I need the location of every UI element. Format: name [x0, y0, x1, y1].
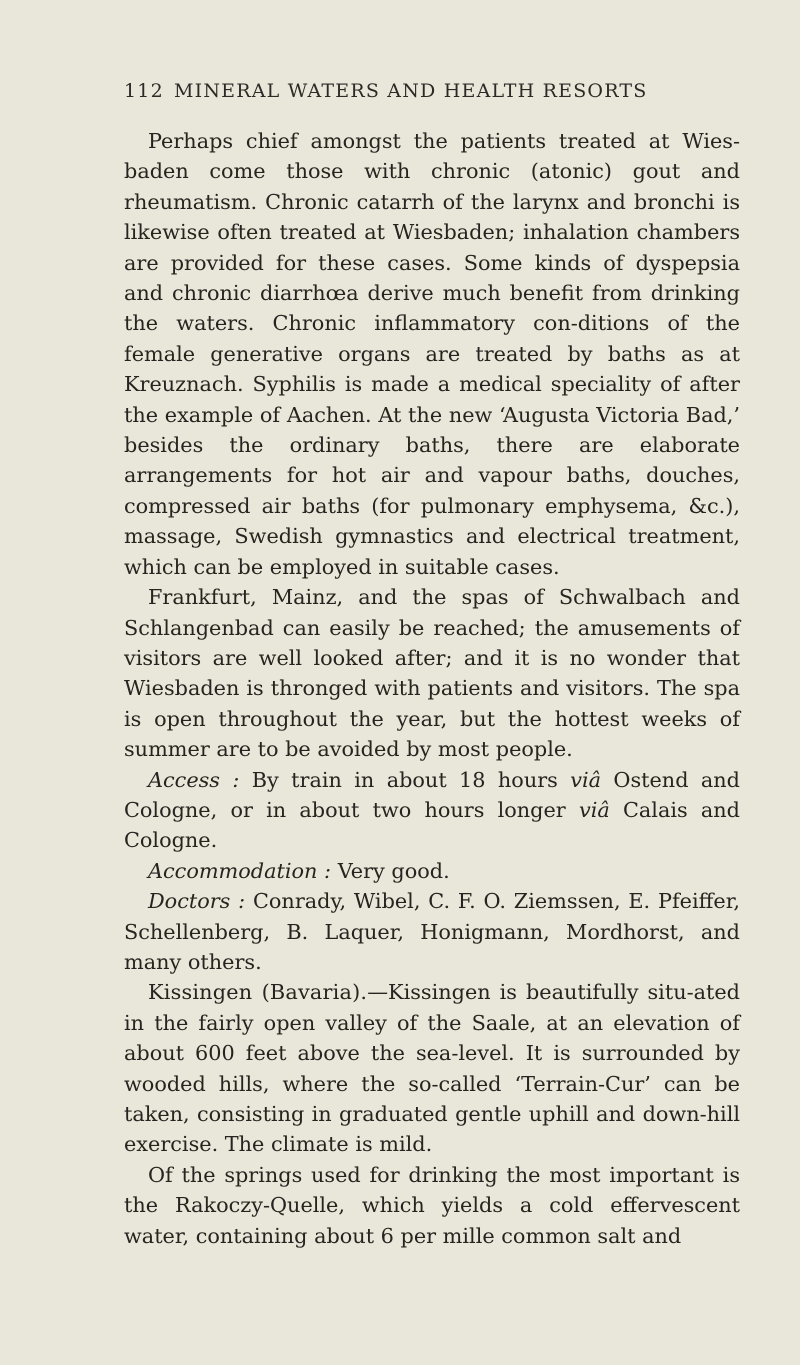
paragraph-wiesbaden-surroundings: Frankfurt, Mainz, and the spas of Schwalbach and Schlangenbad can easily be reached; the amusements of visitors are well looked after; and it is no wonder that Wiesbaden is thronged with patients and visitors. The spa is open throughout the year, but the hottest weeks of summer are to be avoided by most people. [124, 585, 740, 762]
paragraph-access [124, 765, 740, 856]
accommodation-label: Accommodation : [148, 858, 332, 883]
access-text-2: Ostend and Cologne, or in about two hours longer [124, 767, 740, 822]
access-label: Access : [148, 767, 240, 792]
paragraph-springs: Of the springs used for drinking the most important is the Rakoczy-Quelle, which yields a cold effervescent water, containing about 6 per mille common salt and [124, 1162, 740, 1248]
paragraph-doctors [124, 886, 740, 977]
paragraph-accommodation [124, 856, 740, 886]
kissingen-text: —Kissingen is beautifully situ-ated in the fairly open valley of the Saale, at an elevation of about 600 feet above the sea-level. It is surrounded by wooded hills, where the so-called ‘Terrain-Cur’ can be taken, consisting in graduated gentle uphill and down-hill exercise. The climate is mild. [124, 980, 740, 1157]
running-title: MINERAL WATERS AND HEALTH RESORTS [174, 80, 648, 102]
doctors-text: Conrady, Wibel, C. F. O. Ziemssen, E. Pfeiffer, Schellenberg, B. Laquer, Honigmann, Mordhorst, and many others. [124, 889, 740, 974]
access-via-2: viâ [578, 797, 610, 822]
doctors-label: Doctors : [148, 889, 246, 914]
paragraph-wiesbaden-treatments: Perhaps chief amongst the patients treated at Wies-baden come those with chronic (atonic) gout and rheumatism. Chronic catarrh of the larynx and bronchi is likewise often treated at Wiesbaden; inhalation chambers are provided for these cases. Some kinds of dyspepsia and chronic diarrhœa derive much benefit from drinking the waters. Chronic inflammatory con-ditions of the female generative organs are treated by baths as at Kreuznach. Syphilis is made a medical speciality of after the example of Aachen. At the new ‘Augusta Victoria Bad,’ besides the ordinary baths, there are elaborate arrangements for hot air and vapour baths, douches, compressed air baths (for pulmonary emphysema, &c.), massage, Swedish gymnastics and electrical treatment, which can be employed in suitable cases. [124, 129, 740, 579]
kissingen-heading: Kissingen (Bavaria). [148, 980, 368, 1005]
access-text-3: Calais and Cologne. [124, 797, 740, 853]
paragraph-kissingen [124, 977, 740, 1159]
page-number: 112 [124, 80, 164, 102]
access-via-1: viâ [570, 767, 602, 792]
accommodation-text: Very good. [337, 858, 450, 883]
body-text [124, 126, 740, 1251]
access-text-1: By train in about 18 hours [251, 767, 558, 792]
running-header [124, 80, 744, 110]
